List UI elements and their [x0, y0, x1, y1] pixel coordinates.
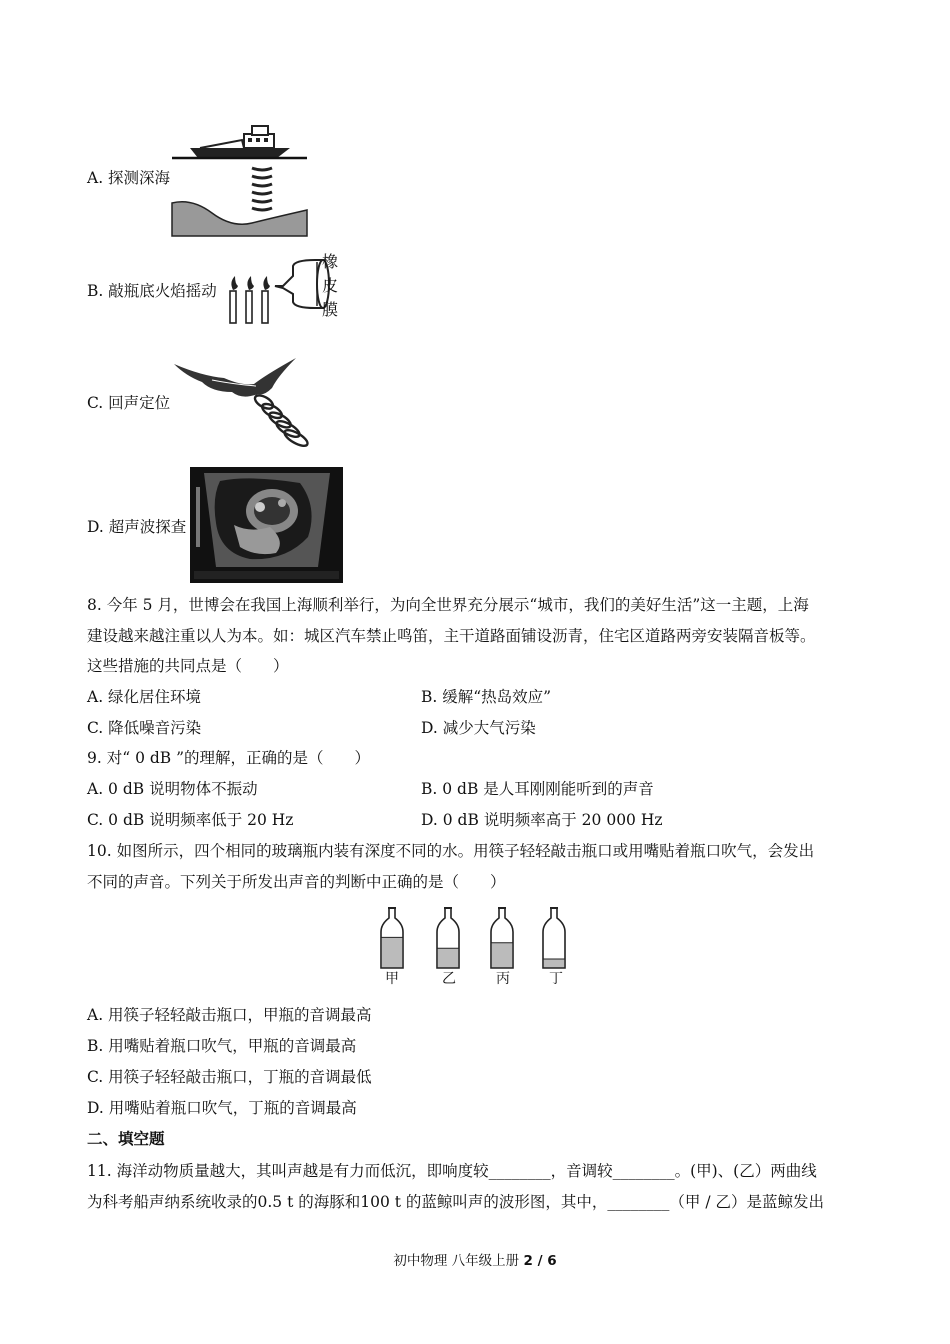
bat-echolocation-icon [172, 356, 312, 452]
ship-sonar-icon [172, 118, 307, 236]
rubber-membrane-label [322, 250, 338, 322]
q7-option-d[interactable]: D. 超声波探查 [87, 518, 187, 536]
q8-line-1: 8. 今年 5 月，世博会在我国上海顺利举行，为向全世界充分展示“城市，我们的美好生活”这一主题，上海 [87, 596, 809, 614]
q10-line-1: 10. 如图所示，四个相同的玻璃瓶内装有深度不同的水。用筷子轻轻敲击瓶口或用嘴贴着瓶口吹气，会发出 [87, 842, 815, 860]
bottle-label-ding: 丁 [549, 971, 563, 987]
bottle-1 [381, 908, 403, 968]
bottles-figure [375, 906, 575, 992]
q8-line-2: 建设越来越注重以人为本。如：城区汽车禁止鸣笛，主干道路面铺设沥青，住宅区道路两旁安装隔音板等。 [87, 627, 816, 645]
label-char-2: 皮 [322, 276, 339, 295]
q7-option-c[interactable]: C. 回声定位 [87, 394, 171, 412]
q8-option-d[interactable]: D. 减少大气污染 [421, 719, 536, 737]
bottle-2 [437, 908, 459, 968]
q9-option-c[interactable]: C. 0 dB 说明频率低于 20 Hz [87, 811, 294, 829]
bottle-water-1 [382, 937, 402, 968]
page-footer [0, 1249, 950, 1269]
bottle-3 [491, 908, 513, 968]
q10-option-c[interactable]: C. 用筷子轻轻敲击瓶口，丁瓶的音调最低 [87, 1068, 372, 1086]
q8-option-b[interactable]: B. 缓解“热岛效应” [421, 688, 552, 706]
q8-line-3: 这些措施的共同点是（ ） [87, 657, 289, 675]
label-char-1: 橡 [322, 252, 339, 271]
q10-option-d[interactable]: D. 用嘴贴着瓶口吹气，丁瓶的音调最高 [87, 1099, 357, 1117]
section-heading: 二、填空题 [87, 1130, 165, 1148]
bottle-water-4 [544, 959, 564, 968]
q7-option-a[interactable]: A. 探测深海 [87, 169, 171, 187]
bottle-water-3 [492, 943, 512, 968]
q7-option-b[interactable]: B. 敲瓶底火焰摇动 [87, 282, 217, 300]
q10-option-a[interactable]: A. 用筷子轻轻敲击瓶口，甲瓶的音调最高 [87, 1006, 372, 1024]
q10-option-b[interactable]: B. 用嘴贴着瓶口吹气，甲瓶的音调最高 [87, 1037, 357, 1055]
footer-page-number: 2 / 6 [523, 1253, 557, 1269]
q8-option-a[interactable]: A. 绿化居住环境 [87, 688, 202, 706]
footer-subject: 初中物理 八年级上册 [393, 1253, 520, 1269]
ultrasound-scan-image [190, 467, 343, 583]
label-char-3: 膜 [322, 300, 339, 319]
bottle-4 [543, 908, 565, 968]
q9-option-b[interactable]: B. 0 dB 是人耳刚刚能听到的声音 [421, 780, 654, 798]
bottle-water-2 [438, 948, 458, 968]
q11-line-2: 为科考船声纳系统收录的0.5 t 的海豚和100 t 的蓝鲸叫声的波形图，其中，________（甲 / 乙）是蓝鲸发出 [87, 1193, 824, 1211]
bottle-label-jia: 甲 [385, 971, 399, 987]
q9-option-a[interactable]: A. 0 dB 说明物体不振动 [87, 780, 258, 798]
bottle-label-bing: 丙 [496, 971, 510, 987]
q9-stem: 9. 对“ 0 dB ”的理解，正确的是（ ） [87, 749, 371, 767]
q9-option-d[interactable]: D. 0 dB 说明频率高于 20 000 Hz [421, 811, 663, 829]
q11-line-1: 11. 海洋动物质量越大，其叫声越是有力而低沉，即响度较________，音调较________。(甲)、(乙）两曲线 [87, 1162, 817, 1180]
q8-option-c[interactable]: C. 降低噪音污染 [87, 719, 202, 737]
q10-line-2: 不同的声音。下列关于所发出声音的判断中正确的是（ ） [87, 873, 506, 891]
bottle-label-yi: 乙 [442, 971, 456, 987]
